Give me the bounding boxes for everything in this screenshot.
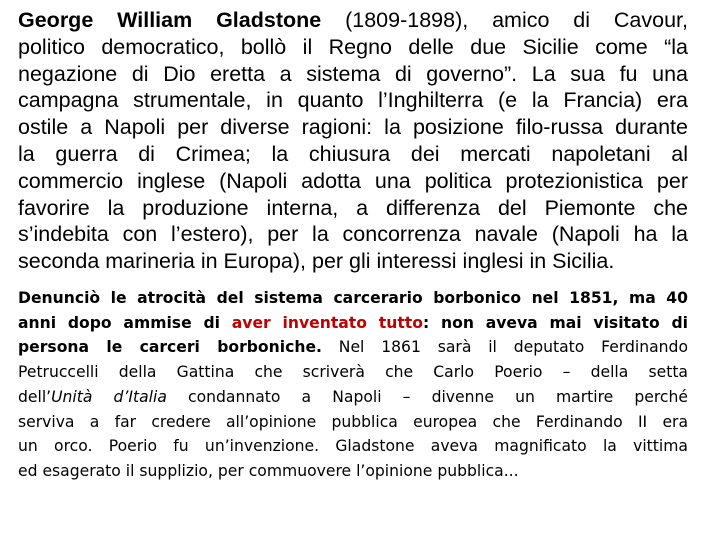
text-line: serviva a far credere all’opinione pubblica europea che Ferdinando II era: [18, 412, 688, 431]
text-line: persona le carceri borboniche. Nel 1861 sarà il deputato Ferdinando: [18, 338, 688, 357]
text-line: anni dopo ammise di aver inventato tutto: non aveva mai visitato di: [18, 313, 688, 332]
person-name: George William Gladstone: [18, 8, 322, 32]
text-line: negazione di Dio eretta a sistema di governo”. La sua fu una: [18, 61, 688, 86]
highlighted-phrase: aver inventato tutto: [231, 313, 423, 332]
paragraph-gladstone-intro: [18, 7, 688, 275]
text-line: politico democratico, bollò il Regno delle due Sicilie come “la: [18, 34, 688, 59]
text-line: s’indebita con l’estero), per la concorrenza navale (Napoli ha la: [18, 222, 688, 247]
text-line: ostile a Napoli per diverse ragioni: la posizione filo-russa durante: [18, 115, 688, 140]
text-line: Petruccelli della Gattina che scriverà che Carlo Poerio – della setta: [18, 363, 688, 382]
text-line: Denunciò le atrocità del sistema carcerario borbonico nel 1851, ma 40: [18, 289, 688, 307]
text-line: commercio inglese (Napoli adotta una politica protezionistica per: [18, 168, 688, 193]
paragraph-prison-denunciation: [18, 286, 688, 484]
text-line: ed esagerato il supplizio, per commuovere l’opinione pubblica...: [18, 461, 519, 480]
text-line: campagna strumentale, in quanto l’Inghilterra (e la Francia) era: [18, 88, 688, 113]
text-line: la guerra di Crimea; la chiusura dei mercati napoletani al: [18, 141, 688, 166]
text-line: dell’Unità d’Italia condannato a Napoli – divenne un martire perché: [18, 387, 688, 406]
text-line: George William Gladstone (1809-1898), amico di Cavour,: [18, 8, 688, 32]
text-line: favorire la produzione interna, a differenza del Piemonte che: [18, 195, 688, 220]
text-line: seconda marineria in Europa), per gli interessi inglesi in Sicilia.: [18, 249, 615, 274]
text-line: un orco. Poerio fu un’invenzione. Gladstone aveva magnificato la vittima: [18, 437, 688, 456]
italic-term: Unità d’Italia: [51, 387, 167, 406]
